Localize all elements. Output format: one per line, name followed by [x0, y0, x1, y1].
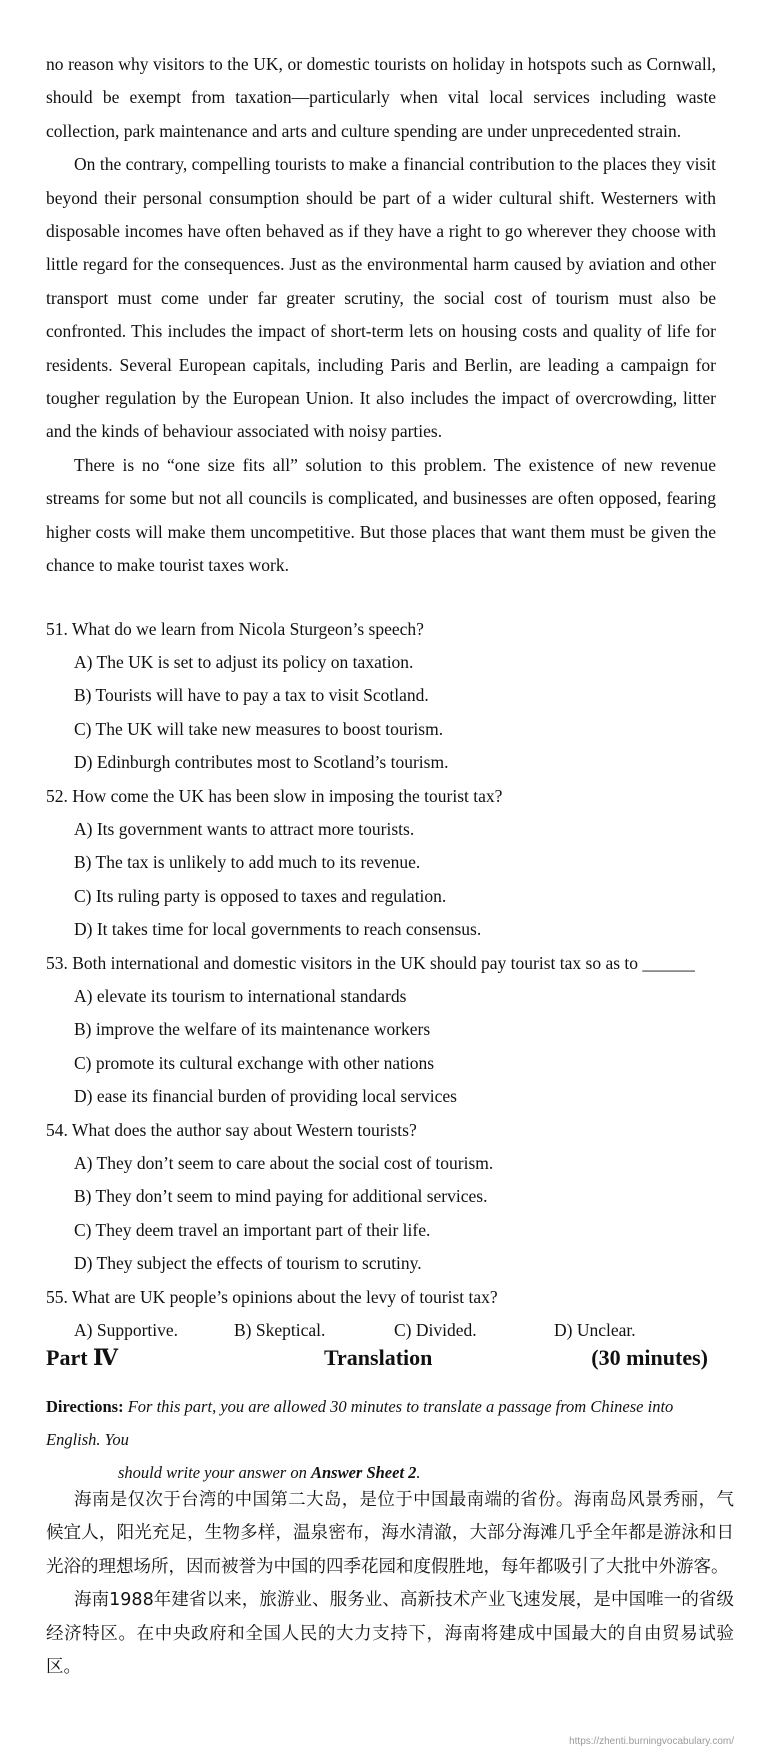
passage-paragraph-1: no reason why visitors to the UK, or domestic tourists on holiday in hotspots such as Cornwall, should be exempt from taxation—particularly when vital local services including waste collection, park maintenance and arts and culture spending are under unprecedented strain. — [46, 54, 716, 141]
question-53 — [46, 947, 716, 1114]
option-b: B) The tax is unlikely to add much to its revenue. — [74, 852, 421, 873]
directions-text-2a: should write your answer on — [118, 1463, 311, 1482]
option-d: D) Unclear. — [554, 1320, 636, 1341]
chinese-passage — [46, 1484, 734, 1684]
option-d: D) ease its financial burden of providing local services — [74, 1086, 457, 1107]
part-time: (30 minutes) — [591, 1345, 708, 1370]
part-title: Translation — [324, 1345, 433, 1370]
question-text: 51. What do we learn from Nicola Sturgeon’s speech? — [46, 618, 424, 639]
option-d: D) They subject the effects of tourism to scrutiny. — [74, 1253, 422, 1274]
option-c: C) The UK will take new measures to boost tourism. — [74, 718, 444, 739]
option-a: A) Supportive. — [74, 1320, 179, 1341]
directions-text-2c: . — [416, 1463, 421, 1482]
chinese-paragraph-2: 海南1988年建省以来，旅游业、服务业、高新技术产业飞速发展，是中国唯一的省级经济特区。在中央政府和全国人民的大力支持下，海南将建成中国最大的自由贸易试验区。 — [46, 1590, 734, 1678]
option-d: D) It takes time for local governments to reach consensus. — [74, 919, 482, 940]
passage-paragraph-3: There is no “one size fits all” solution to this problem. The existence of new revenue streams for some but not all councils is complicated, and businesses are often opposed, fearing higher costs will make them uncompetitive. But those places that want them must be given the chance to make tourist taxes work. — [46, 454, 716, 576]
question-55 — [46, 1281, 716, 1348]
question-54 — [46, 1114, 716, 1281]
option-b: B) improve the welfare of its maintenance workers — [74, 1019, 431, 1040]
option-c: C) promote its cultural exchange with other nations — [74, 1052, 435, 1073]
option-a: A) They don’t seem to care about the social cost of tourism. — [74, 1153, 494, 1173]
directions — [46, 1390, 716, 1489]
chinese-paragraph-1: 海南是仅次于台湾的中国第二大岛，是位于中国最南端的省份。海南岛风景秀丽，气候宜人，阳光充足，生物多样，温泉密布，海水清澈，大部分海滩几乎全年都是游泳和日光浴的理想场所，因而被誉为中国的四季花园和度假胜地，每年都吸引了大批中外游客。 — [46, 1490, 734, 1577]
directions-text-1: For this part, you are allowed 30 minutes to translate a passage from Chinese into English. You — [46, 1397, 674, 1449]
directions-line-1 — [46, 1390, 716, 1456]
option-b: B) They don’t seem to mind paying for additional services. — [74, 1186, 488, 1207]
reading-section — [46, 48, 716, 1347]
question-text: 53. Both international and domestic visitors in the UK should pay tourist tax so as to ______ — [46, 952, 695, 973]
option-d: D) Edinburgh contributes most to Scotland’s tourism. — [74, 752, 449, 773]
part-header — [46, 1345, 708, 1385]
option-b: B) Skeptical. — [234, 1320, 326, 1341]
question-52 — [46, 780, 716, 947]
options-row — [74, 1314, 716, 1347]
answer-sheet-ref: Answer Sheet 2 — [310, 1463, 417, 1482]
question-text: 54. What does the author say about Western tourists? — [46, 1119, 417, 1140]
question-text: 55. What are UK people’s opinions about the levy of tourist tax? — [46, 1286, 498, 1307]
option-c: C) They deem travel an important part of their life. — [74, 1219, 431, 1240]
option-a: A) Its government wants to attract more tourists. — [74, 818, 415, 839]
question-text: 52. How come the UK has been slow in imposing the tourist tax? — [46, 785, 503, 806]
option-c: C) Divided. — [394, 1320, 477, 1341]
option-a: A) The UK is set to adjust its policy on taxation. — [74, 651, 414, 672]
passage-paragraph-2: On the contrary, compelling tourists to make a financial contribution to the places they visit beyond their personal consumption should be part of a wider cultural shift. Westerners with disposable incomes have often behaved as if they have a right to go wherever they choose with little regard for the consequences. Just as the environmental harm caused by aviation and other transport must come under far greater scrutiny, the social cost of tourism must also be confronted. This includes the impact of short-term lets on housing costs and quality of life for residents. Several European capitals, including Paris and Berlin, are leading a campaign for tougher regulation by the European Union. It also includes the impact of overcrowding, litter and the kinds of behaviour associated with noisy parties. — [46, 154, 716, 442]
question-51 — [46, 613, 716, 780]
part-number: Part Ⅳ — [46, 1345, 118, 1370]
option-b: B) Tourists will have to pay a tax to visit Scotland. — [74, 685, 429, 706]
option-c: C) Its ruling party is opposed to taxes and regulation. — [74, 885, 447, 906]
option-a: A) elevate its tourism to international standards — [74, 985, 407, 1006]
questions-list — [46, 613, 716, 1348]
directions-label: Directions: — [46, 1397, 124, 1416]
watermark-url: https://zhenti.burningvocabulary.com/ — [569, 1736, 734, 1747]
